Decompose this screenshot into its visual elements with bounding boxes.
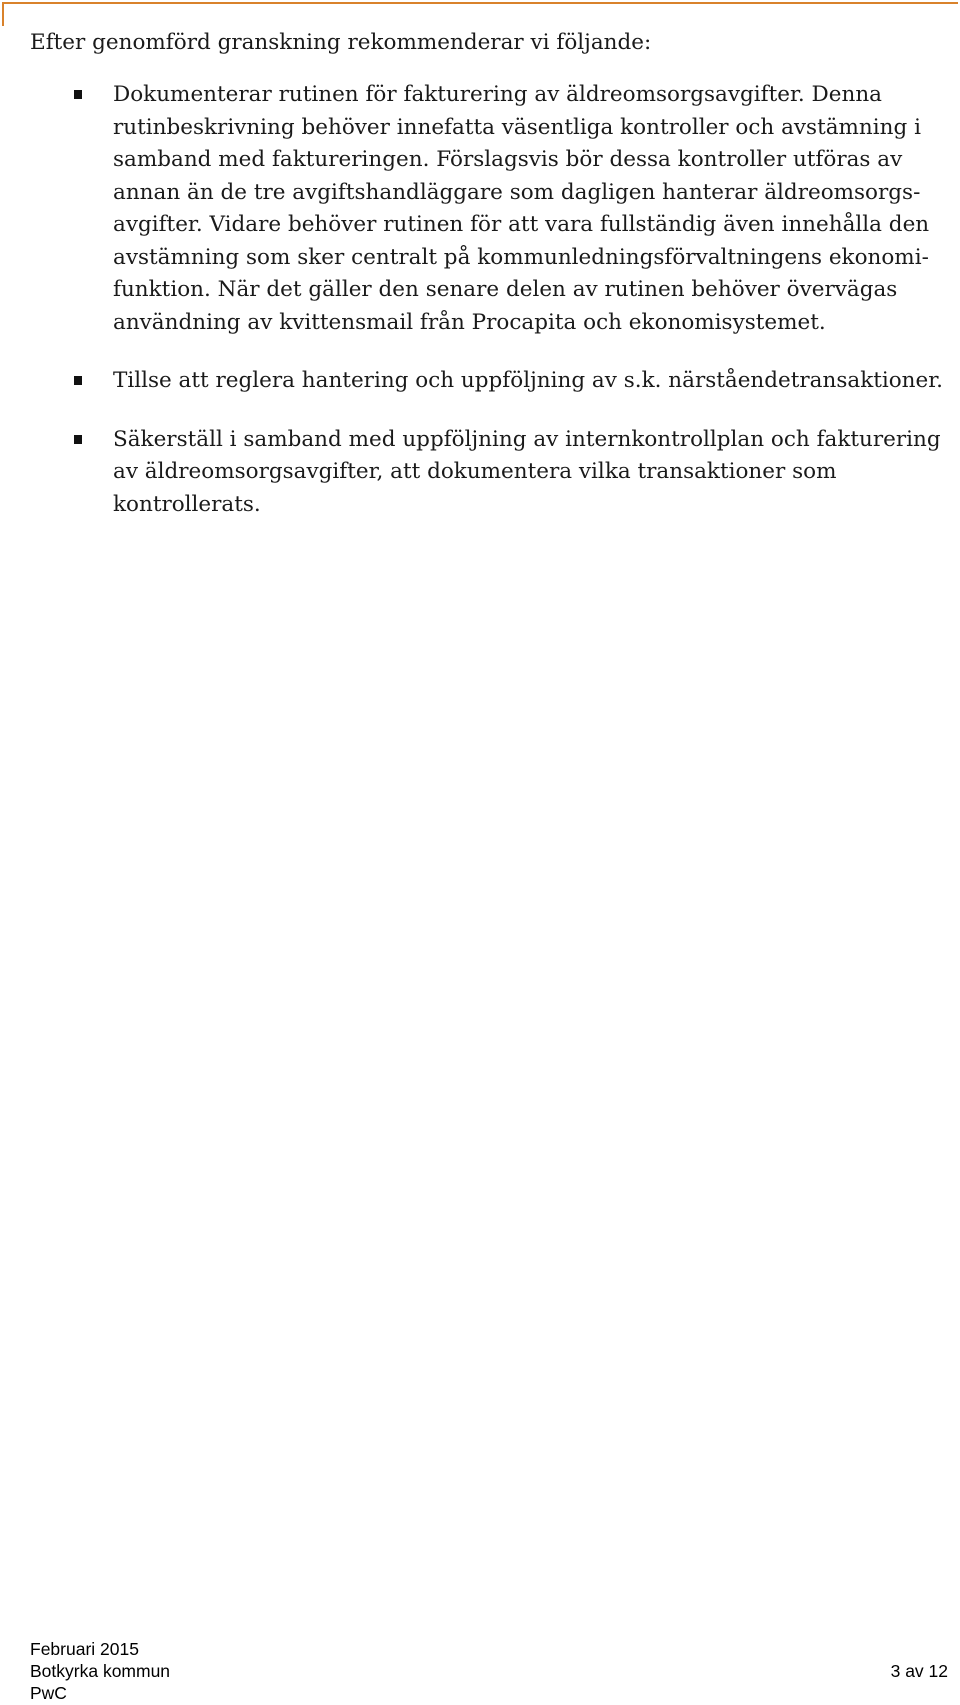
recommendation-text: Dokumenterar rutinen för fakturering av äldreomsorgsavgifter. Denna rutinbeskrivning behöver innefatta väsentliga kontroller och avstämning i samband med faktureringen. Förslagsvis bör dessa kontroller utföras av annan än de tre avgiftshandläggare som dagligen hanterar äldreomsorgs-avgifter. Vidare behöver rutinen för att vara fullständig även innehålla den avstämning som sker centralt på kommunledningsförvaltningens ekonomi-funktion. När det gäller den senare delen av rutinen behöver övervägas användning av kvittensmail från Procapita och ekonomisystemet. bbox=[113, 82, 930, 335]
square-bullet-icon bbox=[74, 90, 82, 99]
page-footer bbox=[30, 1638, 948, 1704]
page-corner-mark bbox=[2, 2, 958, 26]
footer-firm: PwC bbox=[30, 1683, 67, 1703]
document-body bbox=[30, 26, 950, 547]
recommendation-text: Tillse att reglera hantering och uppföljning av s.k. närståendetransaktioner. bbox=[113, 368, 944, 393]
square-bullet-icon bbox=[74, 376, 82, 385]
page-number: 3 av 12 bbox=[890, 1661, 948, 1681]
recommendation-text: Säkerställ i samband med uppföljning av internkontrollplan och fakturering av äldreomsorgsavgifter, att dokumentera vilka transaktioner som kontrollerats. bbox=[113, 426, 941, 517]
recommendation-item bbox=[30, 424, 950, 522]
footer-date: Februari 2015 bbox=[30, 1639, 139, 1659]
footer-client: Botkyrka kommun bbox=[30, 1661, 171, 1681]
square-bullet-icon bbox=[74, 435, 82, 444]
recommendation-item bbox=[30, 79, 950, 339]
intro-paragraph: Efter genomförd granskning rekommenderar vi följande: bbox=[30, 30, 652, 55]
recommendation-item bbox=[30, 365, 950, 398]
recommendation-list bbox=[30, 79, 950, 521]
